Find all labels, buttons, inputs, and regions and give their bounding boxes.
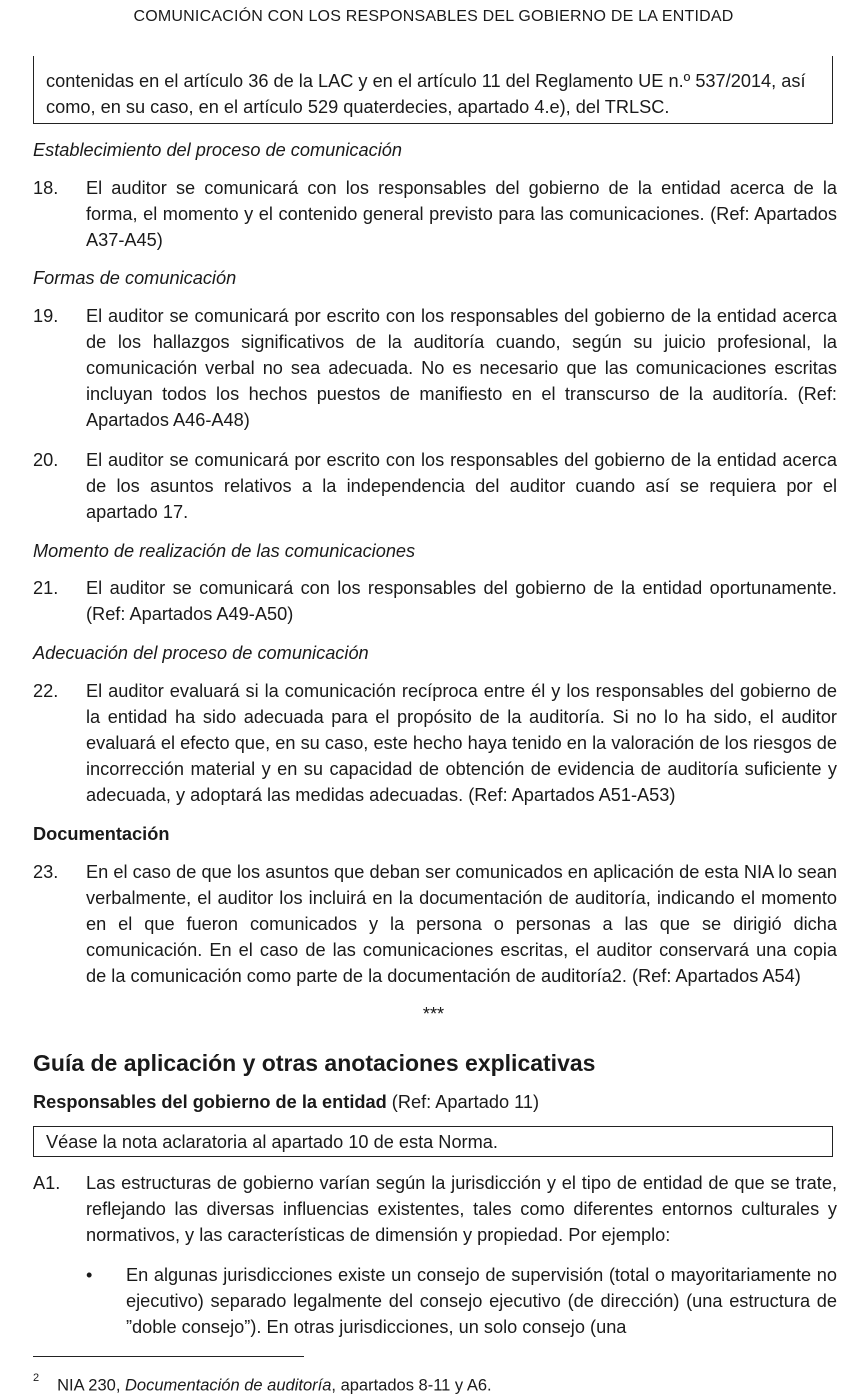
guide-title: Guía de aplicación y otras anotaciones explicativas [33, 1050, 596, 1076]
paragraph-number: 21. [33, 578, 59, 598]
paragraph-number: 19. [33, 306, 59, 326]
subheading-bold: Responsables del gobierno de la entidad [33, 1092, 387, 1112]
paragraph-text: Las estructuras de gobierno varían según la jurisdicción y el tipo de entidad de que se trate, reflejando las diversas influencias existentes, tales como diferentes entornos culturales y normativos, y las características de dimensión y propiedad. Por ejemplo: [86, 1173, 837, 1245]
section-heading-establecimiento: Establecimiento del proceso de comunicación [33, 140, 403, 160]
paragraph-number: 20. [33, 450, 59, 470]
bullet-icon: • [86, 1265, 93, 1285]
paragraph-number: A1. [33, 1173, 61, 1193]
footnote [33, 1368, 492, 1399]
section-heading-formas: Formas de comunicación [33, 268, 237, 288]
paragraph-text: En el caso de que los asuntos que deban ser comunicados en aplicación de esta NIA lo sean verbalmente, el auditor los incluirá en la documentación de auditoría, indicando el momento en el que fueron comunicados y la persona o personas a las que se dirigió dicha comunicación. En el caso de las comunicaciones escritas, el auditor conservará una copia de la comunicación como parte de la documentación de auditoría2. (Ref: Apartados A54) [86, 862, 837, 986]
subheading-responsables [33, 1089, 539, 1115]
footnote-title: Documentación de auditoría [125, 1376, 332, 1395]
section-heading-adecuacion: Adecuación del proceso de comunicación [33, 643, 369, 663]
bullet-item [86, 1262, 837, 1340]
footnote-divider [33, 1356, 304, 1357]
note-box: Véase la nota aclaratoria al apartado 10 de esta Norma. [33, 1126, 833, 1157]
paragraph-23 [33, 859, 837, 989]
section-heading-documentacion: Documentación [33, 824, 170, 844]
footnote-post: , apartados 8-11 y A6. [331, 1376, 492, 1395]
subheading-ref: (Ref: Apartado 11) [391, 1092, 540, 1112]
running-header: COMUNICACIÓN CON LOS RESPONSABLES DEL GOBIERNO DE LA ENTIDAD [133, 8, 734, 25]
paragraph-number: 22. [33, 681, 59, 701]
footnote-mark: 2 [33, 1372, 40, 1384]
paragraph-20 [33, 447, 837, 525]
paragraph-19 [33, 303, 837, 433]
footnote-pre: NIA 230, [57, 1376, 126, 1395]
section-heading-momento: Momento de realización de las comunicaciones [33, 541, 416, 561]
paragraph-number: 23. [33, 862, 59, 882]
paragraph-text: El auditor se comunicará con los responsables del gobierno de la entidad oportunamente. (Ref: Apartados A49-A50) [86, 578, 837, 624]
paragraph-22 [33, 678, 837, 808]
section-separator: *** [422, 1004, 445, 1024]
bullet-text: En algunas jurisdicciones existe un consejo de supervisión (total o mayoritariamente no ejecutivo) separado legalmente del consejo ejecutivo (de dirección) (una estructura de ”doble consejo”). En otras jurisdicciones, un solo consejo (una [126, 1265, 837, 1337]
paragraph-18 [33, 175, 837, 253]
box-line-2: como, en su caso, en el artículo 529 quaterdecies, apartado 4.e), del TRLSC. [46, 97, 670, 117]
paragraph-21 [33, 575, 837, 627]
paragraph-text: El auditor se comunicará por escrito con los responsables del gobierno de la entidad acerca de los hallazgos significativos de la auditoría cuando, según su juicio profesional, la comunicación verbal no sea adecuada. No es necesario que las comunicaciones escritas incluyan todos los hechos puestos de manifiesto en el transcurso de la auditoría. (Ref: Apartados A46-A48) [86, 306, 837, 430]
paragraph-text: El auditor se comunicará con los responsables del gobierno de la entidad acerca de la forma, el momento y el contenido general previsto para las comunicaciones. (Ref: Apartados A37-A45) [86, 178, 837, 250]
paragraph-A1 [33, 1170, 837, 1248]
box-line-1: contenidas en el artículo 36 de la LAC y en el artículo 11 del Reglamento UE n.º 537/2014, así [46, 71, 806, 91]
paragraph-text: El auditor evaluará si la comunicación recíproca entre él y los responsables del gobierno de la entidad ha sido adecuada para el propósito de la auditoría. Si no lo ha sido, el auditor evaluará el efecto que, en su caso, este hecho haya tenido en la valoración de los riesgos de incorrección material y en su capacidad de obtención de evidencia de auditoría suficiente y adecuada, y adoptará las medidas adecuadas. (Ref: Apartados A51-A53) [86, 681, 837, 805]
continuation-box [33, 56, 833, 124]
paragraph-number: 18. [33, 178, 59, 198]
paragraph-text: El auditor se comunicará por escrito con los responsables del gobierno de la entidad acerca de los asuntos relativos a la independencia del auditor cuando así se requiera por el apartado 17. [86, 450, 837, 522]
